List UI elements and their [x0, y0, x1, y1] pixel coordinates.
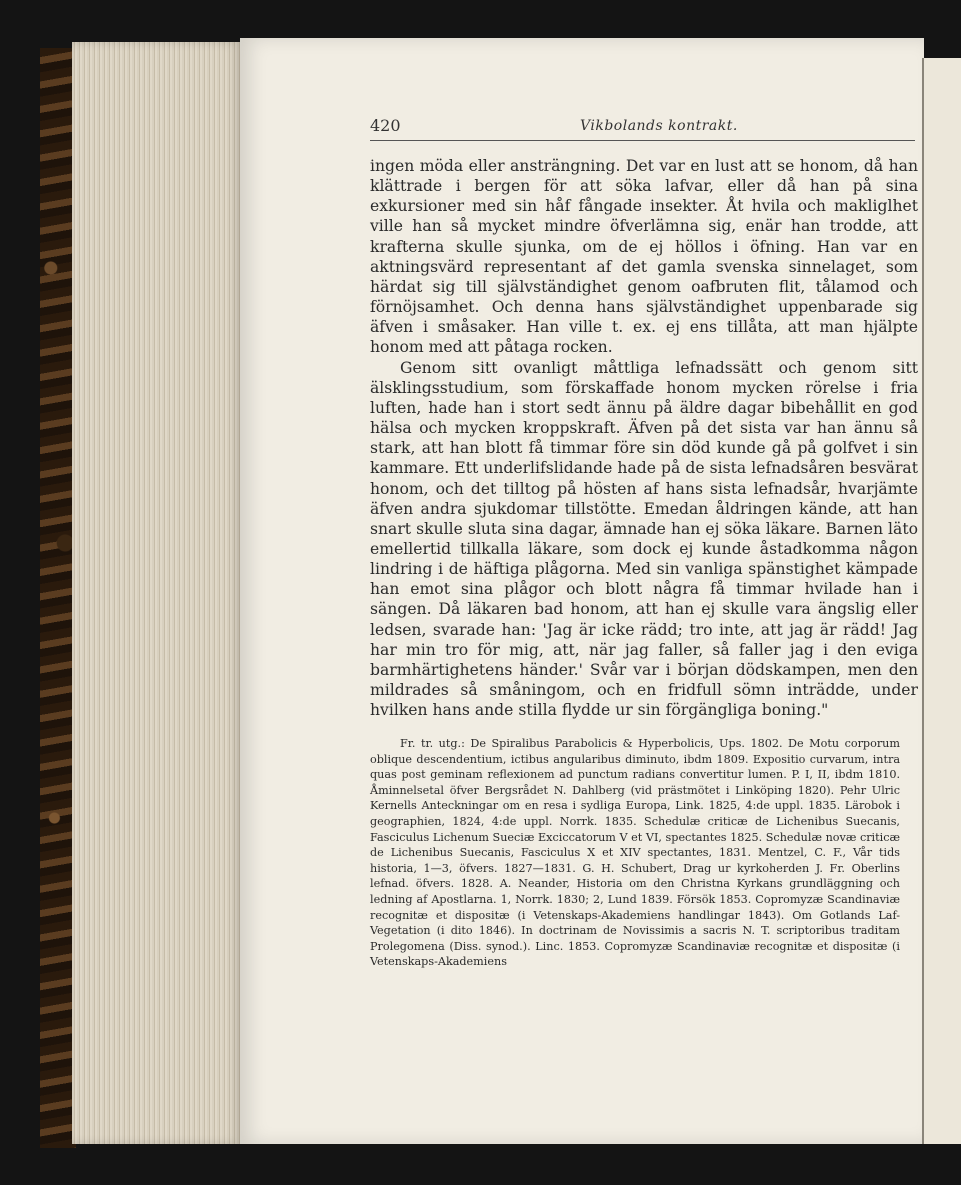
notes-paragraph: Fr. tr. utg.: De Spiralibus Parabolicis & Hyperbolicis, Ups. 1802. De Motu corporum oblique descendentium, ictibus angularibus diminuto, ibdm 1809. Expositio curvarum, intra quas post geminam reflexionem ad punctum radians convertitur lumen. P. I, II, ibdm 1810. Åminnelsetal öfver Bergsrådet N. Dahlberg (vid prästmötet i Linköping 1820). Pehr Ulric Kernells Anteckningar om en resa i sydliga Europa, Link. 1825, 4:de uppl. 1835. Lärobok i geographien, 1824, 4:de uppl. Norrk. 1835. Schedulæ criticæ de Lichenibus Suecanis, Fasciculus Lichenum Sueciæ Exciccatorum V et VI, spectantes 1825. Schedulæ novæ criticæ de Lichenibus Suecanis, Fasciculus X et XIV spectantes, 1831. Mentzel, C. F., Vår tids historia, 1—3, öfvers. 1827—1831. G. H. Schubert, Drag ur kyrkoherden J. Fr. Oberlins lefnad. öfvers. 1828. A. Neander, Historia om den Christna Kyrkans grundläggning och ledning af Apostlarna. 1, Norrk. 1830; 2, Lund 1839. Försök 1853. Copromyzæ Scandinaviæ recognitæ et dispositæ (i Vetenskaps-Akademiens handlingar 1843). Om Gotlands Laf-Vegetation (i dito 1846). In doctrinam de Novissimis a sacris N. T. scriptoribus traditam Prolegomena (Diss. synod.). Linc. 1853. Copromyzæ Scandinaviæ recognitæ et dispositæ (i Vetenskaps-Akademiens [370, 737, 900, 969]
running-title: Vikbolands kontrakt. [580, 118, 738, 134]
marbled-cover-edge [40, 48, 76, 1148]
page-number: 420 [370, 116, 401, 135]
bibliography-notes [370, 736, 900, 970]
body-paragraph-1: ingen möda eller ansträngning. Det var en lust att se honom, då han klättrade i bergen för att söka lafvar, eller då han på sina exkursioner med sin håf fångade insekter. Åt hvila och makliglhet ville han så mycket mindre öfverlämna sig, enär han trodde, att krafterna skulle sjunka, om de ej höllos i öfning. Han var en aktningsvärd representant af det gamla svenska sinnelaget, som härdat sig till självständighet genom oafbruten flit, tålamod och förnöjsamhet. Och denna hans självständighet uppenbarade sig äfven i småsaker. Han ville t. ex. ej ens tillåta, att man hjälpte honom med att påtaga rocken. [370, 157, 918, 357]
page-block-edges [72, 42, 242, 1144]
page-header [370, 116, 915, 141]
body-paragraph-2: Genom sitt ovanligt måttliga lefnadssätt och genom sitt älsklingsstudium, som förskaffade honom mycken rörelse i fria luften, hade han i stort sedt ännu på äldre dagar bibehållit en god hälsa och mycken kroppskraft. Äfven på det sista var han ännu så stark, att han blott få timmar före sin död kunde gå på golfvet i sin kammare. Ett underlifslidande hade på de sista lefnadsåren besvärat honom, och det tilltog på hösten af hans sista lefnadsår, hvarjämte äfven andra sjukdomar tillstötte. Emedan åldringen kände, att han snart skulle sluta sina dagar, ämnade han ej söka läkare. Barnen läto emellertid tillkalla läkare, som dock ej kunde åstadkomma någon lindring i de häftiga plågorna. Med sin vanliga spänstighet kämpade han emot sina plågor och blott några få timmar hvilade han i sängen. Då läkaren bad honom, att han ej skulle vara ängslig eller ledsen, svarade han: 'Jag är icke rädd; tro inte, att jag är rädd! Jag har min tro för mig, att, när jag faller, så faller jag i den eviga barmhärtighetens händer.' Svår var i början dödskampen, men den mildrades så småningom, och en fridfull sömn inträdde, under hvilken hans ande stilla flydde ur sin förgängliga boning." [370, 358, 918, 720]
adjacent-page-edge [922, 58, 961, 1144]
main-text [370, 156, 918, 720]
